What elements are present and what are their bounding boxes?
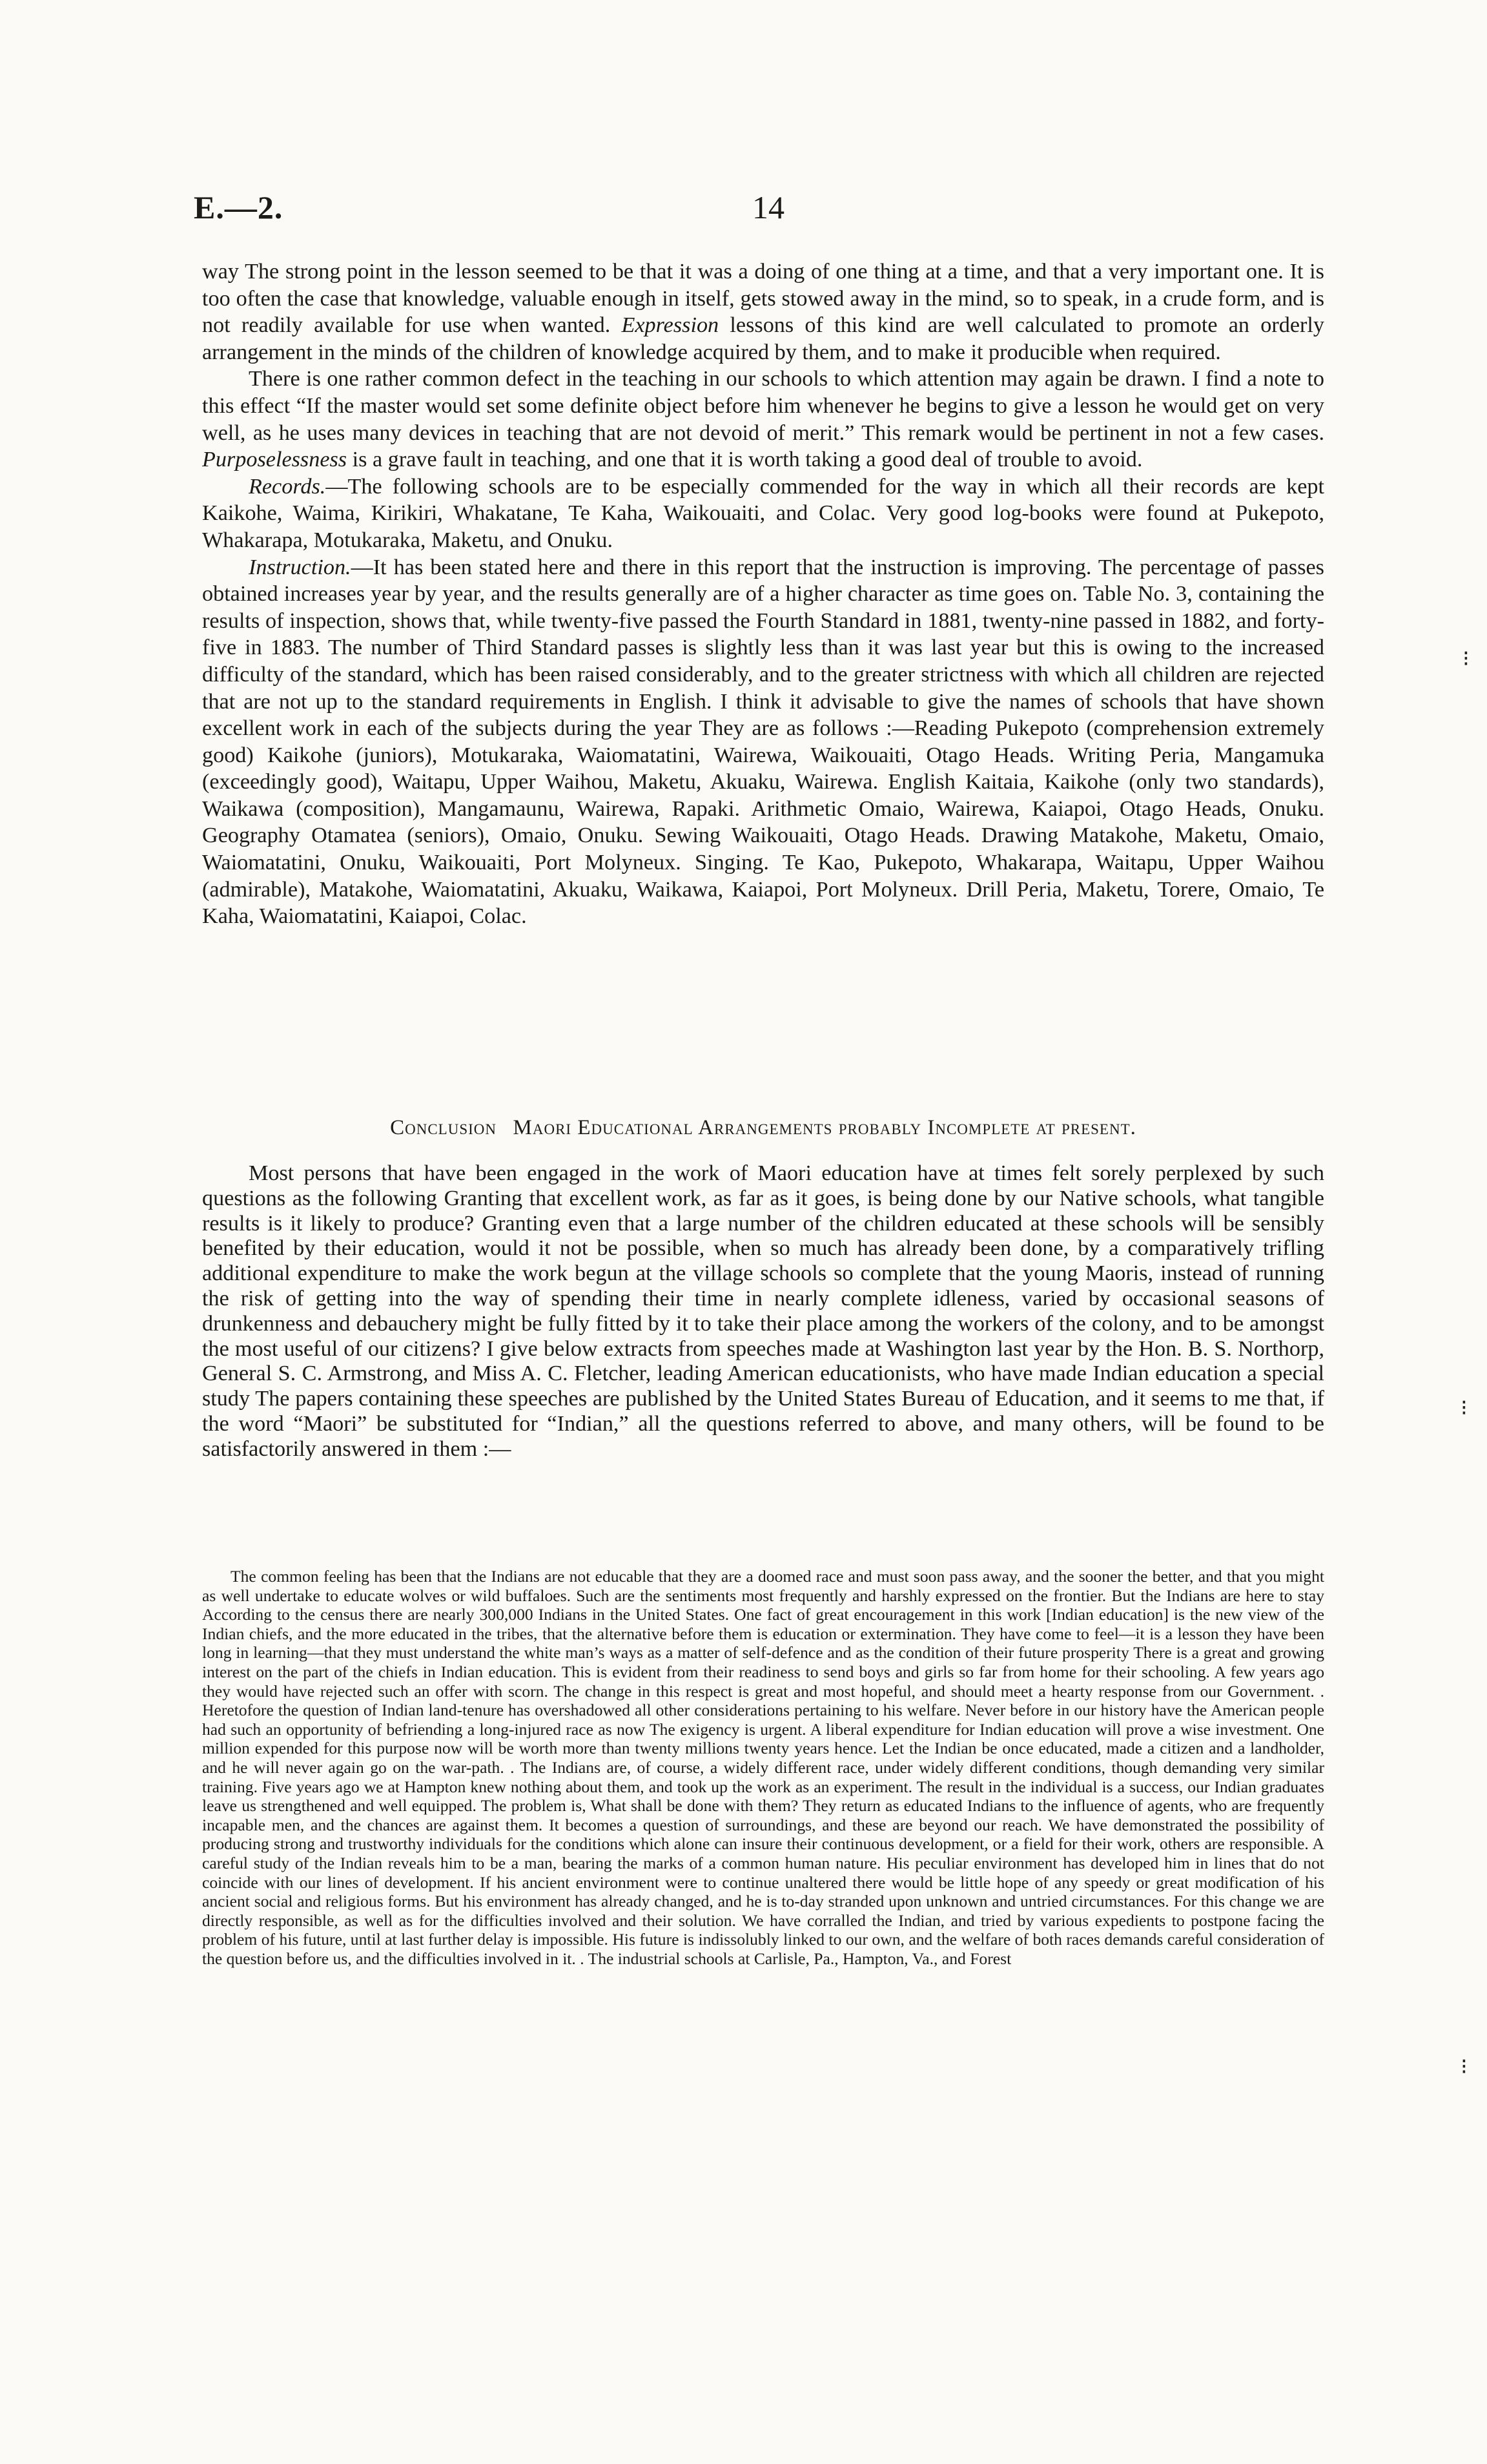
document-reference: E.—2. bbox=[194, 189, 283, 225]
margin-mark: ⁝ bbox=[1461, 1396, 1468, 1420]
heading-rest: Maori Educational Arrangements probably Incomplete at present. bbox=[513, 1116, 1136, 1139]
paragraph-quote: The common feeling has been that the Indians are not educable that they are a doomed race and must soon pass away, and the sooner the better, and that you might as well undertake to educate wolves or wild buffaloes. Such are the sentiments most frequently and harshly expressed on the frontier. But the Indians are here to stay According to the census there are nearly 300,000 Indians in the United States. One fact of great encouragement in this work [Indian education] is the new view of the Indian chiefs, and the more educated in the tribes, that the alternative before them is education or extermination. They have come to feel—it is a lesson they have been long in learning—that they must understand the white man’s ways as a matter of self-defence and as the condition of their future prosperity There is a great and growing interest on the part of the chiefs in Indian education. This is evident from their readiness to send boys and girls so far from home for their schooling. A few years ago they would have rejected such an offer with scorn. The change in this respect is great and most hopeful, and should meet a hearty response from our Government. . Heretofore the question of Indian land-tenure has overshadowed all other considerations pertaining to his welfare. Never before in our history have the American people had such an opportunity of befriending a long-injured race as now The exigency is urgent. A liberal expenditure for Indian education will prove a wise investment. One million expended for this purpose now will be worth more than twenty millions twenty years hence. Let the Indian be once educated, made a citizen and a landholder, and he will never again go on the war-path. . The Indians are, of course, a widely different race, under widely different conditions, though demanding very similar training. Five years ago we at Hampton knew nothing about them, and took up the work as an experiment. The result in the individual is a success, our Indian graduates leave us strengthened and well equipped. The problem is, What shall be done with them? They return as educated Indians to the influence of agents, who are frequently incapable men, and the chances are against them. It becomes a question of surroundings, and these are beyond our reach. We have demonstrated the possibility of producing strong and trustworthy individuals for the conditions which alone can insure their continuous development, or a field for their work, others are responsible. A careful study of the Indian reveals him to be a man, bearing the marks of a common human nature. His peculiar environment has developed him in lines that do not coincide with our lines of development. If his ancient environment were to continue unaltered there would be little hope of any speedy or great modification of his ancient social and religious forms. But his environment has already changed, and he is to-day stranded upon unknown and untried circumstances. For this change we are directly responsible, as well as for the difficulties involved and their solution. We have corralled the Indian, and tried by various expedients to postpone facing the problem of his future, until at last further delay is impossible. His future is indissolubly linked to our own, and the welfare of both races demands careful consideration of the question before us, and the difficulties involved in it. . The industrial schools at Carlisle, Pa., Hampton, Va., and Forest bbox=[202, 1567, 1324, 1968]
section-heading bbox=[202, 1116, 1324, 1140]
italic-term: Purposelessness bbox=[202, 448, 347, 472]
paragraph-expression: way The strong point in the lesson seemed to be that it was a doing of one thing at a time, and that a very important one. It is too often the case that knowledge, valuable enough in itself, gets stowed away in the mind, so to speak, in a crude form, and is not readily available for use when wanted. Expression lessons of this kind are well calculated to promote an orderly arrangement in the minds of the children of knowledge acquired by them, and to make it producible when required. bbox=[202, 260, 1324, 364]
margin-mark: ⁝ bbox=[1462, 647, 1470, 671]
page-number: 14 bbox=[752, 189, 785, 225]
section-label: Records. bbox=[249, 474, 326, 499]
paragraph-purposelessness: There is one rather common defect in the teaching in our schools to which attention may again be drawn. I find a note to this effect “If the master would set some definite object before him whenever he begins to give a lesson he would get on very well, as he uses many devices in teaching that are not devoid of merit.” This remark would be pertinent in not a few cases. Purposelessness is a grave fault in teaching, and one that it is worth taking a good deal of trouble to avoid. bbox=[202, 367, 1324, 472]
section-label: Instruction. bbox=[249, 555, 351, 579]
italic-term: Expression bbox=[621, 313, 719, 338]
heading-lead: Conclusion bbox=[390, 1116, 497, 1139]
paragraph-conclusion: Most persons that have been engaged in the work of Maori education have at times felt sorely perplexed by such questions as the following Granting that excellent work, as far as it goes, is being done by our Native schools, what tangible results is it likely to produce? Granting even that a large number of the children educated at these schools will be sensibly benefited by their education, would it not be possible, when so much has already been done, by a comparatively trifling additional expenditure to make the work begun at the village schools so complete that the young Maoris, instead of running the risk of getting into the way of spending their time in nearly complete idleness, varied by occasional seasons of drunkenness and debauchery might be fully fitted by it to take their place among the workers of the colony, and to be amongst the most useful of our citizens? I give below extracts from speeches made at Washington last year by the Hon. B. S. Northorp, General S. C. Armstrong, and Miss A. C. Fletcher, leading American educationists, who have made Indian education a special study The papers containing these speeches are published by the United States Bureau of Education, and it seems to me that, if the word “Maori” be substituted for “Indian,” all the questions referred to above, and many others, will be found to be satisfactorily answered in them :— bbox=[202, 1161, 1324, 1461]
paragraph-instruction: Instruction.—It has been stated here and there in this report that the instruction is improving. The percentage of passes obtained increases year by year, and the results generally are of a higher character as time goes on. Table No. 3, containing the results of inspection, shows that, while twenty-five passed the Fourth Standard in 1881, twenty-nine passed in 1882, and forty-five in 1883. The number of Third Standard passes is slightly less than it was last year but this is owing to the increased difficulty of the standard, which has been raised considerably, and to the greater strictness with which all children are rejected that are not up to the standard requirements in English. I think it advisable to give the names of schools that have shown excellent work in each of the subjects during the year They are as follows :—Reading Pukepoto (comprehension extremely good) Kaikohe (juniors), Motukaraka, Waiomatatini, Wairewa, Waikouaiti, Otago Heads. Writing Peria, Mangamuka (exceedingly good), Waitapu, Upper Waihou, Maketu, Akuaku, Wairewa. English Kaitaia, Kaikohe (only two standards), Waikawa (composition), Mangamaunu, Wairewa, Rapaki. Arithmetic Omaio, Wairewa, Kaiapoi, Otago Heads, Onuku. Geography Otamatea (seniors), Omaio, Onuku. Sewing Waikouaiti, Otago Heads. Drawing Matakohe, Maketu, Omaio, Waiomatatini, Onuku, Waikouaiti, Port Molyneux. Singing. Te Kao, Pukepoto, Whakarapa, Waitapu, Upper Waihou (admirable), Matakohe, Waiomatatini, Akuaku, Waikawa, Kaiapoi, Port Molyneux. Drill Peria, Maketu, Torere, Omaio, Te Kaha, Waiomatatini, Kaiapoi, Colac. bbox=[202, 555, 1324, 929]
report-body bbox=[202, 258, 1324, 930]
paragraph-records: Records.—The following schools are to be especially commended for the way in which all their records are kept Kaikohe, Waima, Kirikiri, Whakatane, Te Kaha, Waikouaiti, and Colac. Very good log-books were found at Pukepoto, Whakarapa, Motukaraka, Maketu, and Onuku. bbox=[202, 474, 1324, 552]
margin-mark: ⁝ bbox=[1461, 2055, 1468, 2079]
page-header bbox=[194, 189, 1337, 234]
conclusion-body bbox=[202, 1161, 1324, 1462]
quoted-extract bbox=[202, 1567, 1324, 1968]
